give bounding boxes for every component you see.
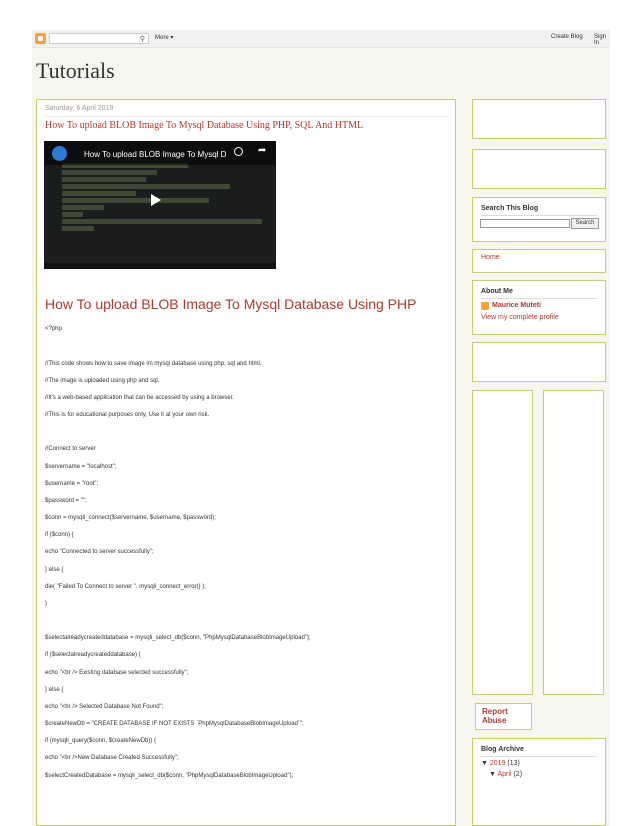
expand-toggle-icon[interactable]: ▼ [489,771,496,778]
code-line: $conn = mysqli_connect($servername, $username, $password); [45,515,216,521]
widget-divider [481,298,597,299]
code-line: $servername = "localhost"; [45,464,117,470]
blogger-profile-icon [481,302,489,310]
archive-year-row[interactable] [481,760,520,767]
play-icon[interactable] [151,194,161,206]
expand-toggle-icon[interactable]: ▼ [481,760,488,767]
home-link[interactable]: Home [481,254,500,261]
archive-year-link[interactable]: 2019 [489,760,506,767]
code-line: } [45,601,48,607]
report-abuse-line: Report [482,707,508,716]
report-abuse-widget [475,703,532,730]
code-line: $selectCreatedDatabase = mysqli_select_db($conn, "PhpMysqlDatabaseBlobImageUpload"); [45,773,294,779]
code-line: } else { [45,567,64,573]
code-line: //It's a web-based application that can be accessed by using a browser. [45,395,234,401]
archive-month-link[interactable]: April [497,771,512,778]
watch-later-icon[interactable] [234,147,243,156]
sidebar-widget-empty [472,149,606,189]
code-line: <?php [45,326,62,332]
code-line: } else { [45,687,64,693]
archive-month-count: (2) [513,771,523,778]
code-line: echo "Connected to server successfully"; [45,549,154,555]
code-line: //This code shows how to save image im mysql database using php, sql and html. [45,361,262,367]
blogger-logo-icon[interactable] [35,33,46,44]
archive-year-count: (13) [507,760,520,767]
sidebar-column-widget [472,390,533,695]
more-menu-button[interactable]: More ▾ [155,35,174,41]
archive-month-row[interactable] [489,771,522,778]
channel-avatar[interactable] [52,146,67,161]
code-line: //This is for educational purposes only, Use it at your own risk. [45,412,210,418]
code-line: echo "<br />New Database Created Successfully"; [45,755,179,761]
sidebar-column-widget [543,390,604,695]
search-button[interactable]: Search [571,218,599,229]
widget-divider [481,215,597,216]
share-icon[interactable]: ➦ [258,145,267,156]
post-date: Saturday, 6 April 2019 [45,105,114,112]
video-thumbnail [62,163,272,233]
article-heading: How To upload BLOB Image To Mysql Database Using PHP [45,296,417,312]
code-line: if ($selectalreadycreateddatabase) { [45,652,141,658]
about-me-title: About Me [481,288,513,295]
pages-widget [472,249,606,273]
post-title[interactable]: How To upload BLOB Image To Mysql Database Using PHP, SQL And HTML [45,120,364,131]
code-line: $username = "root"; [45,481,99,487]
sign-in-link[interactable]: Sign In [594,34,607,46]
code-line: $createNewDb = "CREATE DATABASE IF NOT EXISTS `PhpMysqlDatabaseBlobImageUpload`"; [45,721,304,727]
video-embed[interactable] [44,141,276,269]
sidebar-widget-empty [472,342,606,382]
report-abuse-line: Abuse [482,716,507,725]
code-line: echo "<br /> Existing database selected successfully"; [45,670,189,676]
post-container [36,99,456,826]
blog-archive-title: Blog Archive [481,746,524,753]
code-line: $selectalreadycreateddatabase = mysqli_select_db($conn, "PhpMysqlDatabaseBlobImageUpload"); [45,635,311,641]
report-abuse-link[interactable] [482,707,508,725]
navbar-search-input[interactable] [49,33,149,44]
search-icon[interactable]: ⚲ [139,36,145,43]
code-line: //The image is uploaded using php and sql. [45,378,160,384]
blog-title[interactable]: Tutorials [36,58,115,83]
blog-archive-widget [472,738,606,826]
profile-name-link[interactable]: Maurice Muteti [492,302,542,309]
view-profile-link[interactable]: View my complete profile [481,314,559,321]
code-line: //Connect to server [45,446,96,452]
code-line: if ($conn) { [45,532,74,538]
blog-search-input[interactable] [480,219,570,228]
video-title[interactable]: How To upload BLOB Image To Mysql D [84,150,227,159]
post-divider [45,116,447,117]
about-me-widget [472,280,606,335]
search-widget-title: Search This Blog [481,205,539,212]
blogger-navbar [32,30,610,48]
code-line: echo "<br /> Selected Database Not Found"; [45,704,164,710]
code-line: $password = ""; [45,498,87,504]
sidebar-widget-empty [472,99,606,139]
code-line: die( "Failed To Connect to server ". mysqli_connect_error() ); [45,584,206,590]
search-widget [472,197,606,242]
widget-divider [481,756,597,757]
video-control-bar[interactable] [44,263,276,269]
create-blog-link[interactable]: Create Blog [551,34,583,40]
code-line: if (mysqli_query($conn, $createNewDb)) { [45,738,157,744]
